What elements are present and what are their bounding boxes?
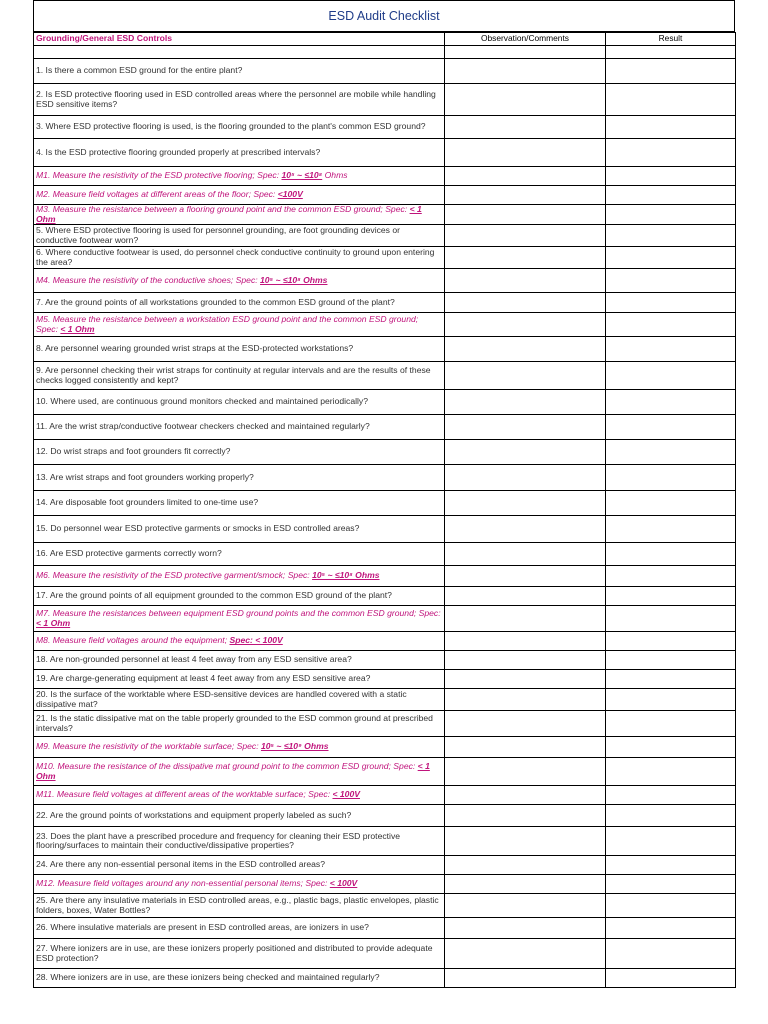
checklist-item-text	[34, 758, 445, 786]
result-cell[interactable]	[606, 939, 736, 969]
item-text: 22. Are the ground points of workstations and equipment properly labeled as such?	[36, 809, 352, 820]
spec-value: < 1 Ohm	[60, 323, 95, 334]
question-row	[34, 856, 736, 875]
result-cell[interactable]	[606, 465, 736, 491]
item-text: 6. Where conductive footwear is used, do personnel check conductive continuity to ground upon entering the area?	[36, 247, 435, 267]
result-cell[interactable]	[606, 139, 736, 167]
result-cell[interactable]	[606, 516, 736, 543]
checklist-item-text	[34, 362, 445, 390]
checklist-item-text	[34, 139, 445, 167]
item-text: M5. Measure the resistance between a workstation ESD ground point and the common ESD ground; Spec:	[36, 314, 419, 334]
blank-cell	[34, 46, 445, 59]
observation-cell[interactable]	[445, 606, 606, 632]
observation-cell[interactable]	[445, 670, 606, 689]
measurement-row	[34, 167, 736, 186]
result-cell[interactable]	[606, 269, 736, 293]
result-cell[interactable]	[606, 587, 736, 606]
item-text: 18. Are non-grounded personnel at least 4 feet away from any ESD sensitive area?	[36, 654, 352, 665]
item-text: 16. Are ESD protective garments correctly worn?	[36, 548, 222, 559]
observation-cell[interactable]	[445, 293, 606, 313]
checklist-item-text	[34, 59, 445, 84]
question-row	[34, 415, 736, 440]
question-row	[34, 139, 736, 167]
item-text: M3. Measure the resistance between a flooring ground point and the common ESD ground; Spec:	[36, 204, 410, 215]
result-cell[interactable]	[606, 969, 736, 988]
item-text: M9. Measure the resistivity of the worktable surface; Spec:	[36, 741, 261, 752]
observation-cell[interactable]	[445, 516, 606, 543]
question-row	[34, 587, 736, 606]
spec-unit: Ohms	[322, 170, 348, 181]
checklist-item-text	[34, 543, 445, 566]
checklist-item-text	[34, 632, 445, 651]
question-row	[34, 969, 736, 988]
result-cell[interactable]	[606, 670, 736, 689]
checklist-item-text	[34, 84, 445, 116]
item-text: 15. Do personnel wear ESD protective garments or smocks in ESD controlled areas?	[36, 523, 360, 534]
observation-cell[interactable]	[445, 737, 606, 758]
question-row	[34, 543, 736, 566]
question-row	[34, 651, 736, 670]
result-cell[interactable]	[606, 186, 736, 205]
observation-cell[interactable]	[445, 269, 606, 293]
question-row	[34, 491, 736, 516]
measurement-row	[34, 786, 736, 805]
measurement-row	[34, 186, 736, 205]
item-text: 10. Where used, are continuous ground monitors checked and maintained periodically?	[36, 396, 369, 407]
measurement-row	[34, 269, 736, 293]
result-cell[interactable]	[606, 805, 736, 827]
item-text: 11. Are the wrist strap/conductive footwear checkers checked and maintained regularly?	[36, 421, 370, 432]
spec-value: <100V	[277, 189, 303, 200]
item-text: 24. Are there any non-essential personal items in the ESD controlled areas?	[36, 859, 326, 870]
checklist-item-text	[34, 269, 445, 293]
checklist-item-text	[34, 875, 445, 894]
document-title: ESD Audit Checklist	[33, 0, 735, 32]
checklist-item-text	[34, 969, 445, 988]
observation-cell[interactable]	[445, 440, 606, 465]
checklist-item-text	[34, 566, 445, 587]
result-cell[interactable]	[606, 440, 736, 465]
checklist-item-text	[34, 711, 445, 737]
section-header: Grounding/General ESD Controls	[34, 33, 445, 46]
observation-header: Observation/Comments	[445, 33, 606, 46]
result-cell[interactable]	[606, 758, 736, 786]
question-row	[34, 59, 736, 84]
result-cell[interactable]	[606, 651, 736, 670]
item-text: 26. Where insulative materials are present in ESD controlled areas, are ionizers in use?	[36, 922, 369, 933]
question-row	[34, 516, 736, 543]
spec-value: Spec: < 100V	[229, 635, 283, 646]
question-row	[34, 362, 736, 390]
observation-cell[interactable]	[445, 59, 606, 84]
spec-value: < 1 Ohm	[36, 617, 71, 628]
result-cell[interactable]	[606, 543, 736, 566]
observation-cell[interactable]	[445, 116, 606, 139]
item-text: 27. Where ionizers are in use, are these ionizers properly positioned and distributed to provide adequate ESD protection?	[36, 943, 433, 963]
observation-cell[interactable]	[445, 711, 606, 737]
observation-cell[interactable]	[445, 689, 606, 711]
item-text: M10. Measure the resistance of the dissipative mat ground point to the common ESD ground; Spec:	[36, 761, 418, 772]
result-cell[interactable]	[606, 689, 736, 711]
measurement-row	[34, 313, 736, 337]
result-cell[interactable]	[606, 415, 736, 440]
item-text: M1. Measure the resistivity of the ESD protective flooring; Spec:	[36, 170, 282, 181]
checklist-item-text	[34, 247, 445, 269]
question-row	[34, 390, 736, 415]
checklist-item-text	[34, 390, 445, 415]
spec-value: < 1 Ohm	[36, 761, 430, 781]
checklist-item-text	[34, 939, 445, 969]
question-row	[34, 84, 736, 116]
observation-cell[interactable]	[445, 139, 606, 167]
item-text: M8. Measure field voltages around the equipment;	[36, 635, 230, 646]
observation-cell[interactable]	[445, 247, 606, 269]
result-cell[interactable]	[606, 491, 736, 516]
item-text: 13. Are wrist straps and foot grounders working properly?	[36, 471, 254, 482]
question-row	[34, 440, 736, 465]
observation-cell[interactable]	[445, 313, 606, 337]
spec-value: 10⁵ ~ ≤10⁸ Ohms	[260, 274, 328, 285]
question-row	[34, 918, 736, 939]
checklist-item-text	[34, 313, 445, 337]
checklist-item-text	[34, 293, 445, 313]
item-text: 20. Is the surface of the worktable where ESD-sensitive devices are handled covered with a static dissipative mat?	[36, 689, 407, 709]
item-text: 14. Are disposable foot grounders limited to one-time use?	[36, 497, 259, 508]
question-row	[34, 225, 736, 247]
checklist-item-text	[34, 689, 445, 711]
measurement-row	[34, 737, 736, 758]
result-header: Result	[606, 33, 736, 46]
item-text: 17. Are the ground points of all equipment grounded to the common ESD ground of the plant?	[36, 590, 392, 601]
item-text: 4. Is the ESD protective flooring grounded properly at prescribed intervals?	[36, 146, 321, 157]
spec-value: < 1 Ohm	[36, 204, 422, 224]
item-text: 1. Is there a common ESD ground for the entire plant?	[36, 65, 243, 76]
spec-value: 10⁵ ~ ≤10⁸	[281, 170, 323, 181]
result-cell[interactable]	[606, 390, 736, 415]
item-text: M12. Measure field voltages around any non-essential personal items; Spec:	[36, 878, 330, 889]
observation-cell[interactable]	[445, 362, 606, 390]
observation-cell[interactable]	[445, 969, 606, 988]
observation-cell[interactable]	[445, 337, 606, 362]
checklist-item-text	[34, 786, 445, 805]
question-row	[34, 894, 736, 918]
result-cell[interactable]	[606, 827, 736, 856]
measurement-row	[34, 566, 736, 587]
item-text: 28. Where ionizers are in use, are these ionizers being checked and maintained regularly?	[36, 972, 380, 983]
item-text: 2. Is ESD protective flooring used in ESD controlled areas where the personnel are mobile while handling ESD sensitive items?	[36, 89, 436, 109]
result-cell[interactable]	[606, 786, 736, 805]
item-text: 23. Does the plant have a prescribed procedure and frequency for cleaning their ESD protective flooring/surfaces to maintain their conductive/dissipative properties?	[36, 830, 401, 850]
checklist-item-text	[34, 440, 445, 465]
result-cell[interactable]	[606, 606, 736, 632]
observation-cell[interactable]	[445, 390, 606, 415]
checklist-item-text	[34, 918, 445, 939]
result-cell[interactable]	[606, 337, 736, 362]
result-cell[interactable]	[606, 205, 736, 225]
question-row	[34, 670, 736, 689]
item-text: 5. Where ESD protective flooring is used for personnel grounding, are foot grounding devices or conductive footwear worn?	[36, 225, 401, 245]
checklist-item-text	[34, 805, 445, 827]
question-row	[34, 293, 736, 313]
observation-cell[interactable]	[445, 167, 606, 186]
checklist-sheet	[33, 0, 735, 988]
observation-cell[interactable]	[445, 805, 606, 827]
item-text: 7. Are the ground points of all workstations grounded to the common ESD ground of the plant?	[36, 296, 395, 307]
question-row	[34, 805, 736, 827]
question-row	[34, 465, 736, 491]
spec-value: 10⁵ ~ ≤10⁹ Ohms	[260, 741, 329, 752]
observation-cell[interactable]	[445, 587, 606, 606]
observation-cell[interactable]	[445, 918, 606, 939]
observation-cell[interactable]	[445, 758, 606, 786]
checklist-item-text	[34, 205, 445, 225]
spec-value: < 100V	[329, 878, 358, 889]
measurement-row	[34, 205, 736, 225]
observation-cell[interactable]	[445, 875, 606, 894]
question-row	[34, 827, 736, 856]
checklist-item-text	[34, 337, 445, 362]
result-cell[interactable]	[606, 313, 736, 337]
result-cell[interactable]	[606, 293, 736, 313]
measurement-row	[34, 875, 736, 894]
checklist-item-text	[34, 116, 445, 139]
measurement-row	[34, 758, 736, 786]
result-cell[interactable]	[606, 116, 736, 139]
blank-row	[34, 46, 736, 59]
item-text: M6. Measure the resistivity of the ESD protective garment/smock; Spec:	[36, 570, 313, 581]
item-text: M11. Measure field voltages at different areas of the worktable surface; Spec:	[36, 789, 333, 800]
result-cell[interactable]	[606, 894, 736, 918]
observation-cell[interactable]	[445, 651, 606, 670]
checklist-item-text	[34, 516, 445, 543]
item-text: 12. Do wrist straps and foot grounders fit correctly?	[36, 446, 231, 457]
spec-value: < 100V	[332, 789, 360, 800]
observation-cell[interactable]	[445, 827, 606, 856]
result-cell[interactable]	[606, 875, 736, 894]
checklist-item-text	[34, 606, 445, 632]
observation-cell[interactable]	[445, 205, 606, 225]
question-row	[34, 337, 736, 362]
question-row	[34, 116, 736, 139]
question-row	[34, 247, 736, 269]
result-cell[interactable]	[606, 918, 736, 939]
item-text: 21. Is the static dissipative mat on the table properly grounded to the ESD common ground at prescribed intervals?	[36, 713, 433, 733]
observation-cell[interactable]	[445, 186, 606, 205]
checklist-item-text	[34, 167, 445, 186]
observation-cell[interactable]	[445, 84, 606, 116]
observation-cell[interactable]	[445, 894, 606, 918]
checklist-item-text	[34, 491, 445, 516]
checklist-item-text	[34, 651, 445, 670]
checklist-item-text	[34, 894, 445, 918]
blank-cell	[445, 46, 606, 59]
result-cell[interactable]	[606, 856, 736, 875]
observation-cell[interactable]	[445, 566, 606, 587]
measurement-row	[34, 606, 736, 632]
spec-value: 10⁵ ~ ≤10⁸ Ohms	[312, 570, 380, 581]
checklist-item-text	[34, 415, 445, 440]
blank-cell	[606, 46, 736, 59]
question-row	[34, 711, 736, 737]
header-row	[34, 33, 736, 46]
observation-cell[interactable]	[445, 786, 606, 805]
observation-cell[interactable]	[445, 856, 606, 875]
measurement-row	[34, 632, 736, 651]
result-cell[interactable]	[606, 566, 736, 587]
checklist-item-text	[34, 827, 445, 856]
question-row	[34, 689, 736, 711]
result-cell[interactable]	[606, 225, 736, 247]
checklist-item-text	[34, 587, 445, 606]
observation-cell[interactable]	[445, 465, 606, 491]
result-cell[interactable]	[606, 167, 736, 186]
item-text: 25. Are there any insulative materials in ESD controlled areas, e.g., plastic bags, plastic envelopes, plastic folders, boxes, Water Bottles?	[36, 895, 439, 915]
result-cell[interactable]	[606, 247, 736, 269]
checklist-item-text	[34, 856, 445, 875]
observation-cell[interactable]	[445, 415, 606, 440]
result-cell[interactable]	[606, 632, 736, 651]
observation-cell[interactable]	[445, 939, 606, 969]
result-cell[interactable]	[606, 737, 736, 758]
item-text: 9. Are personnel checking their wrist straps for continuity at regular intervals and are the results of these checks logged consistently and kept?	[36, 365, 431, 385]
checklist-item-text	[34, 670, 445, 689]
item-text: M2. Measure field voltages at different areas of the floor; Spec:	[36, 189, 278, 200]
item-text: M7. Measure the resistances between equipment ESD ground points and the common ESD ground; Spec:	[36, 608, 441, 619]
result-cell[interactable]	[606, 59, 736, 84]
observation-cell[interactable]	[445, 491, 606, 516]
checklist-item-text	[34, 737, 445, 758]
item-text: M4. Measure the resistivity of the conductive shoes; Spec:	[36, 274, 261, 285]
item-text: 3. Where ESD protective flooring is used, is the flooring grounded to the plant's common ESD ground?	[36, 121, 426, 132]
observation-cell[interactable]	[445, 543, 606, 566]
checklist-table	[33, 32, 736, 988]
item-text: 8. Are personnel wearing grounded wrist straps at the ESD-protected workstations?	[36, 343, 354, 354]
checklist-item-text	[34, 465, 445, 491]
item-text: 19. Are charge-generating equipment at least 4 feet away from any ESD sensitive area?	[36, 673, 371, 684]
result-cell[interactable]	[606, 362, 736, 390]
result-cell[interactable]	[606, 711, 736, 737]
checklist-item-text	[34, 186, 445, 205]
observation-cell[interactable]	[445, 632, 606, 651]
question-row	[34, 939, 736, 969]
observation-cell[interactable]	[445, 225, 606, 247]
checklist-item-text	[34, 225, 445, 247]
result-cell[interactable]	[606, 84, 736, 116]
